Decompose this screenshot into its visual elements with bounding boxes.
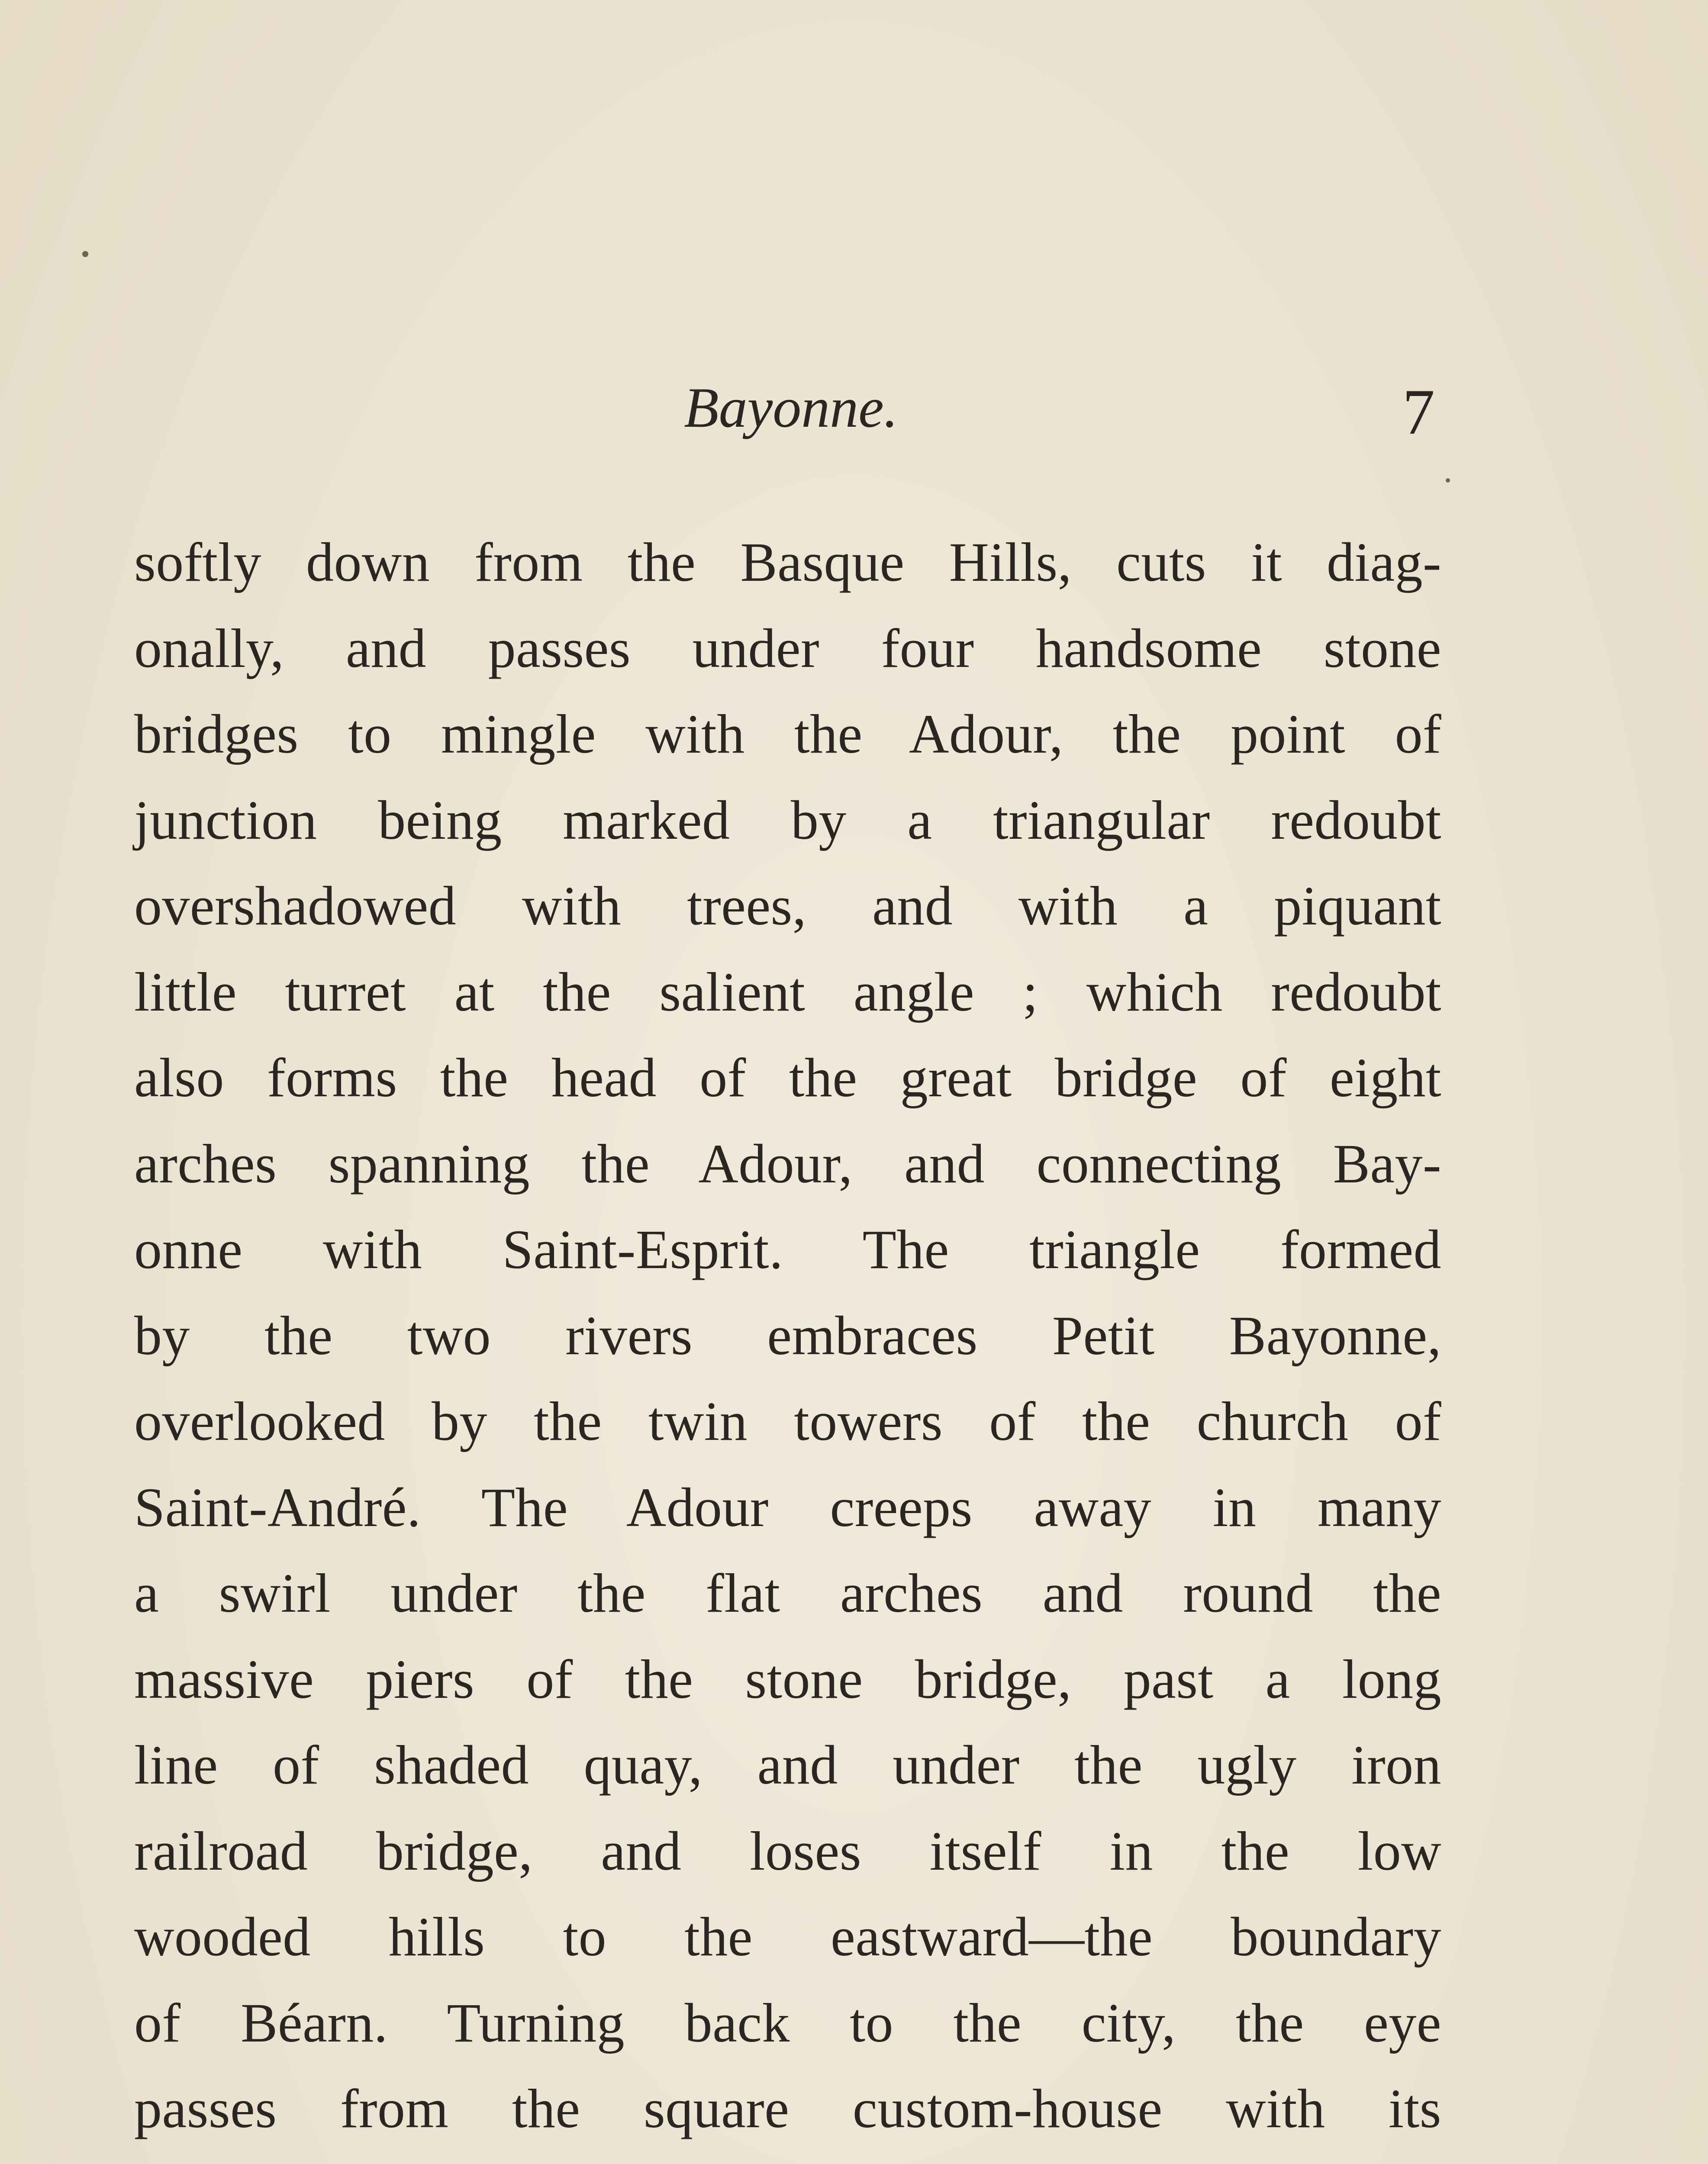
text-line: arches spanning the Adour, and connecting Bay- [134, 1133, 1441, 1195]
text-line: wooded hills to the eastward—the boundary [134, 1906, 1441, 1968]
running-head [0, 373, 1708, 451]
body-text [134, 519, 1441, 2164]
text-line: overlooked by the twin towers of the church of [134, 1391, 1441, 1452]
text-line: onne with Saint-Esprit. The triangle formed [134, 1219, 1441, 1280]
text-line: onally, and passes under four handsome stone [134, 617, 1441, 679]
paper-speck [1446, 478, 1450, 483]
paper-speck [82, 251, 88, 257]
text-line: overshadowed with trees, and with a piquant [134, 875, 1441, 937]
text-line: passes from the square custom-house with its [134, 2078, 1441, 2139]
text-line: Saint-André. The Adour creeps away in many [134, 1476, 1441, 1538]
running-title: Bayonne. [684, 376, 898, 439]
text-line: railroad bridge, and loses itself in the low [134, 1820, 1441, 1882]
text-line: line of shaded quay, and under the ugly iron [134, 1734, 1441, 1796]
text-line: massive piers of the stone bridge, past a long [134, 1648, 1441, 1710]
text-line: bridges to mingle with the Adour, the point of [134, 703, 1441, 765]
text-line: of Béarn. Turning back to the city, the eye [134, 1992, 1441, 2054]
text-line [134, 2152, 1441, 2164]
text-line: a swirl under the flat arches and round the [134, 1562, 1441, 1624]
text-line: also forms the head of the great bridge of eight [134, 1047, 1441, 1108]
page-number: 7 [1402, 376, 1435, 448]
text-line: little turret at the salient angle ; which redoubt [134, 961, 1441, 1023]
text-line: softly down from the Basque Hills, cuts it diag- [134, 531, 1441, 593]
text-line: junction being marked by a triangular redoubt [134, 789, 1441, 851]
text-line: by the two rivers embraces Petit Bayonne, [134, 1304, 1441, 1366]
